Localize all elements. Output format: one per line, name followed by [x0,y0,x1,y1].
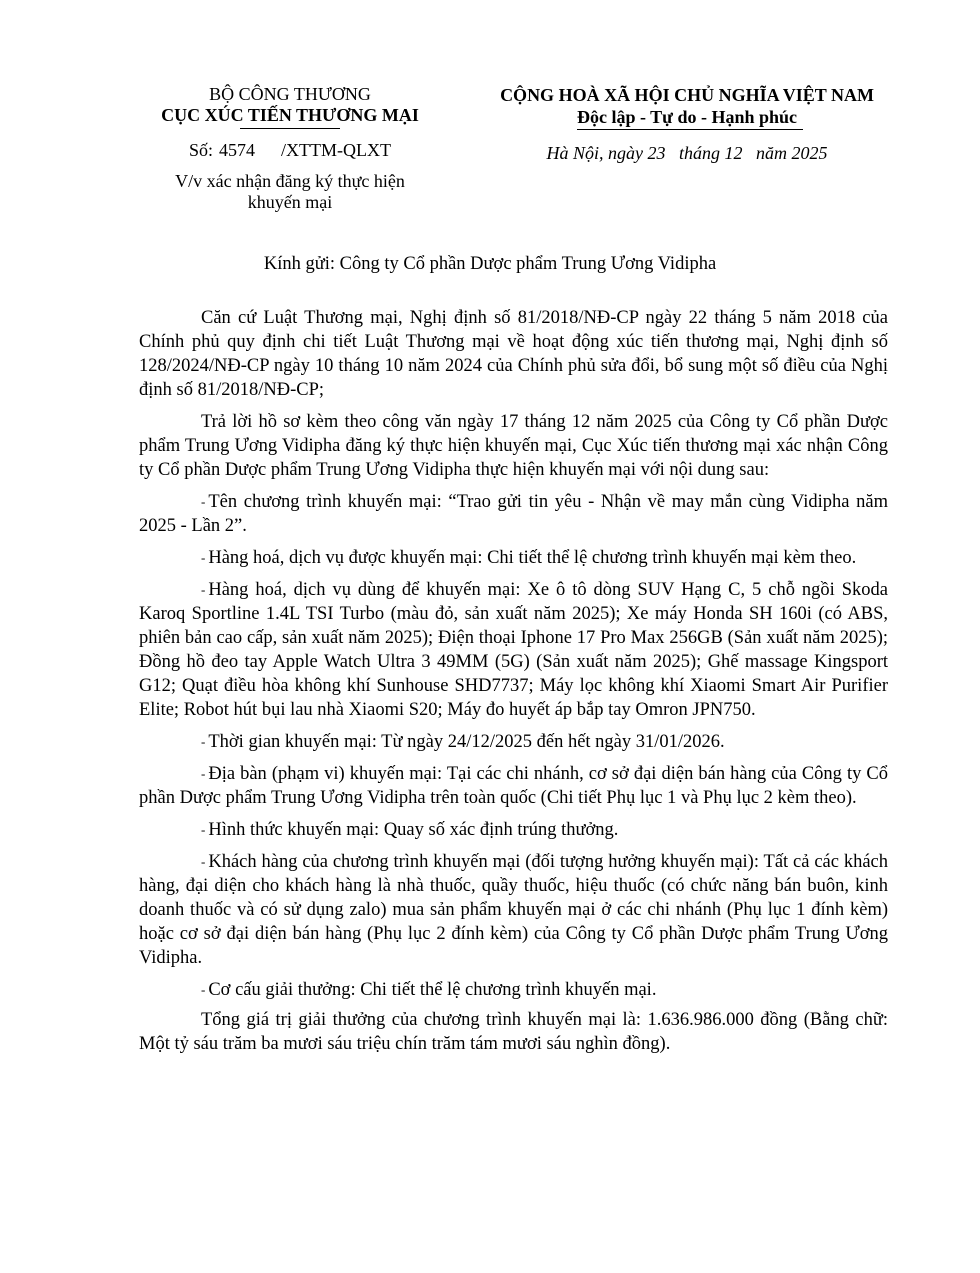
document-number-suffix: /XTTM-QLXT [281,140,391,160]
issuing-agency-block [120,84,460,213]
list-item [139,730,888,754]
motto-underline [577,129,803,130]
document-header [0,84,980,224]
list-item-text: Hình thức khuyến mại: Quay số xác định trúng thưởng. [208,820,619,840]
document-number-label: Số: [189,140,214,160]
issue-date-year: năm 2025 [756,143,828,163]
national-motto-text: Độc lập - Tự do - Hạnh phúc [576,107,798,127]
list-item [139,850,888,970]
list-bullet: - [201,982,206,997]
list-item [139,490,888,538]
recipient-line: Kính gửi: Công ty Cổ phần Dược phẩm Trung Ương Vidipha [263,254,717,274]
legal-basis-paragraph: Căn cứ Luật Thương mại, Nghị định số 81/2018/NĐ-CP ngày 22 tháng 5 năm 2018 của Chính phủ quy định chi tiết Luật Thương mại về hoạt động xúc tiến thương mại, Nghị định số 128/2024/NĐ-CP ngày 10 tháng 10 năm 2024 của Chính phủ sửa đổi, bổ sung một số điều của Nghị định số 81/2018/NĐ-CP; [139,308,888,400]
response-paragraph: Trả lời hồ sơ kèm theo công văn ngày 17 tháng 12 năm 2025 của Công ty Cổ phần Dược phẩm Trung Ương Vidipha đăng ký thực hiện khuyến mại, Cục Xúc tiến thương mại xác nhận Công ty Cổ phần Dược phẩm Trung Ương Vidipha thực hiện khuyến mại với nội dung sau: [139,412,888,480]
list-item-text: Thời gian khuyến mại: Từ ngày 24/12/2025 đến hết ngày 31/01/2026. [208,732,725,752]
list-bullet: - [201,582,206,597]
list-item-text: Cơ cấu giải thưởng: Chi tiết thể lệ chương trình khuyến mại. [208,980,657,1000]
total-prize-value-paragraph: Tổng giá trị giải thưởng của chương trình khuyến mại là: 1.636.986.000 đồng (Bằng chữ: Một tỷ sáu trăm ba mươi sáu triệu chín trăm tám mươi sáu nghìn đồng). [139,1010,888,1054]
list-bullet: - [201,822,206,837]
ministry-name: BỘ CÔNG THƯƠNG [209,84,371,104]
list-item-text: Khách hàng của chương trình khuyến mại (đối tượng hưởng khuyến mại): Tất cả các khách hàng, đại diện cho khách hàng là nhà thuốc, quầy thuốc, hiệu thuốc (có chức năng bán buôn, kinh doanh thuốc và có sử dụng zalo) mua sản phẩm khuyến mại ở các chi nhánh (Phụ lục 1 đính kèm) hoặc cơ sở đại diện bán hàng (Phụ lục 2 đính kèm) của Công ty Cổ phần Dược phẩm Trung Ương Vidipha. [139,852,888,968]
subject-line-2: khuyến mại [247,192,333,212]
document-number-value: 4574 [219,140,256,160]
list-item [139,818,888,842]
document-number [120,140,460,161]
list-bullet: - [201,854,206,869]
nation-title: CỘNG HOÀ XÃ HỘI CHỦ NGHĨA VIỆT NAM [500,85,874,105]
list-item-text: Hàng hoá, dịch vụ được khuyến mại: Chi tiết thể lệ chương trình khuyến mại kèm theo. [208,548,857,568]
list-item [139,578,888,722]
document-body [139,306,888,1064]
list-bullet: - [201,550,206,565]
subject-line-1: V/v xác nhận đăng ký thực hiện [175,171,405,191]
list-bullet: - [201,766,206,781]
list-item-text: Tên chương trình khuyến mại: “Trao gửi tin yêu - Nhận về may mắn cùng Vidipha năm 2025 - Lần 2”. [139,492,888,536]
department-name-text: CỤC XÚC TIẾN THƯƠNG MẠI [161,105,419,125]
issue-date [460,142,914,164]
list-bullet: - [201,494,206,509]
department-underline [240,128,340,129]
national-motto [577,106,797,128]
list-item-text: Địa bàn (phạm vi) khuyến mại: Tại các chi nhánh, cơ sở đại diện bán hàng của Công ty Cổ phần Dược phẩm Trung Ương Vidipha trên toàn quốc (Chi tiết Phụ lục 1 và Phụ lục 2 kèm theo). [139,764,888,808]
document-subject [120,171,460,213]
list-item [139,546,888,570]
list-item [139,978,888,1002]
list-item-text: Hàng hoá, dịch vụ dùng để khuyến mại: Xe ô tô dòng SUV Hạng C, 5 chỗ ngồi Skoda Karoq Sportline 1.4L TSI Turbo (màu đỏ, sản xuất năm 2025); Xe máy Honda SH 160i (có ABS, phiên bản cao cấp, sản xuất năm 2025); Điện thoại Iphone 17 Pro Max 256GB (Sản xuất năm 2025); Đồng hồ đeo tay Apple Watch Ultra 3 49MM (5G) (Sản xuất năm 2025); Ghế massage Kingsport G12; Quạt điều hòa không khí Sunhouse SHD7737; Máy lọc không khí Xiaomi Smart Air Purifier Elite; Robot hút bụi lau nhà Xiaomi S20; Máy đo huyết áp bắp tay Omron JPN750. [139,580,888,720]
list-item [139,762,888,810]
issue-date-month: tháng 12 [678,143,743,163]
list-bullet: - [201,734,206,749]
issue-date-place-day: Hà Nội, ngày 23 [546,143,666,163]
national-heading-block [460,84,914,164]
department-name [161,105,419,126]
